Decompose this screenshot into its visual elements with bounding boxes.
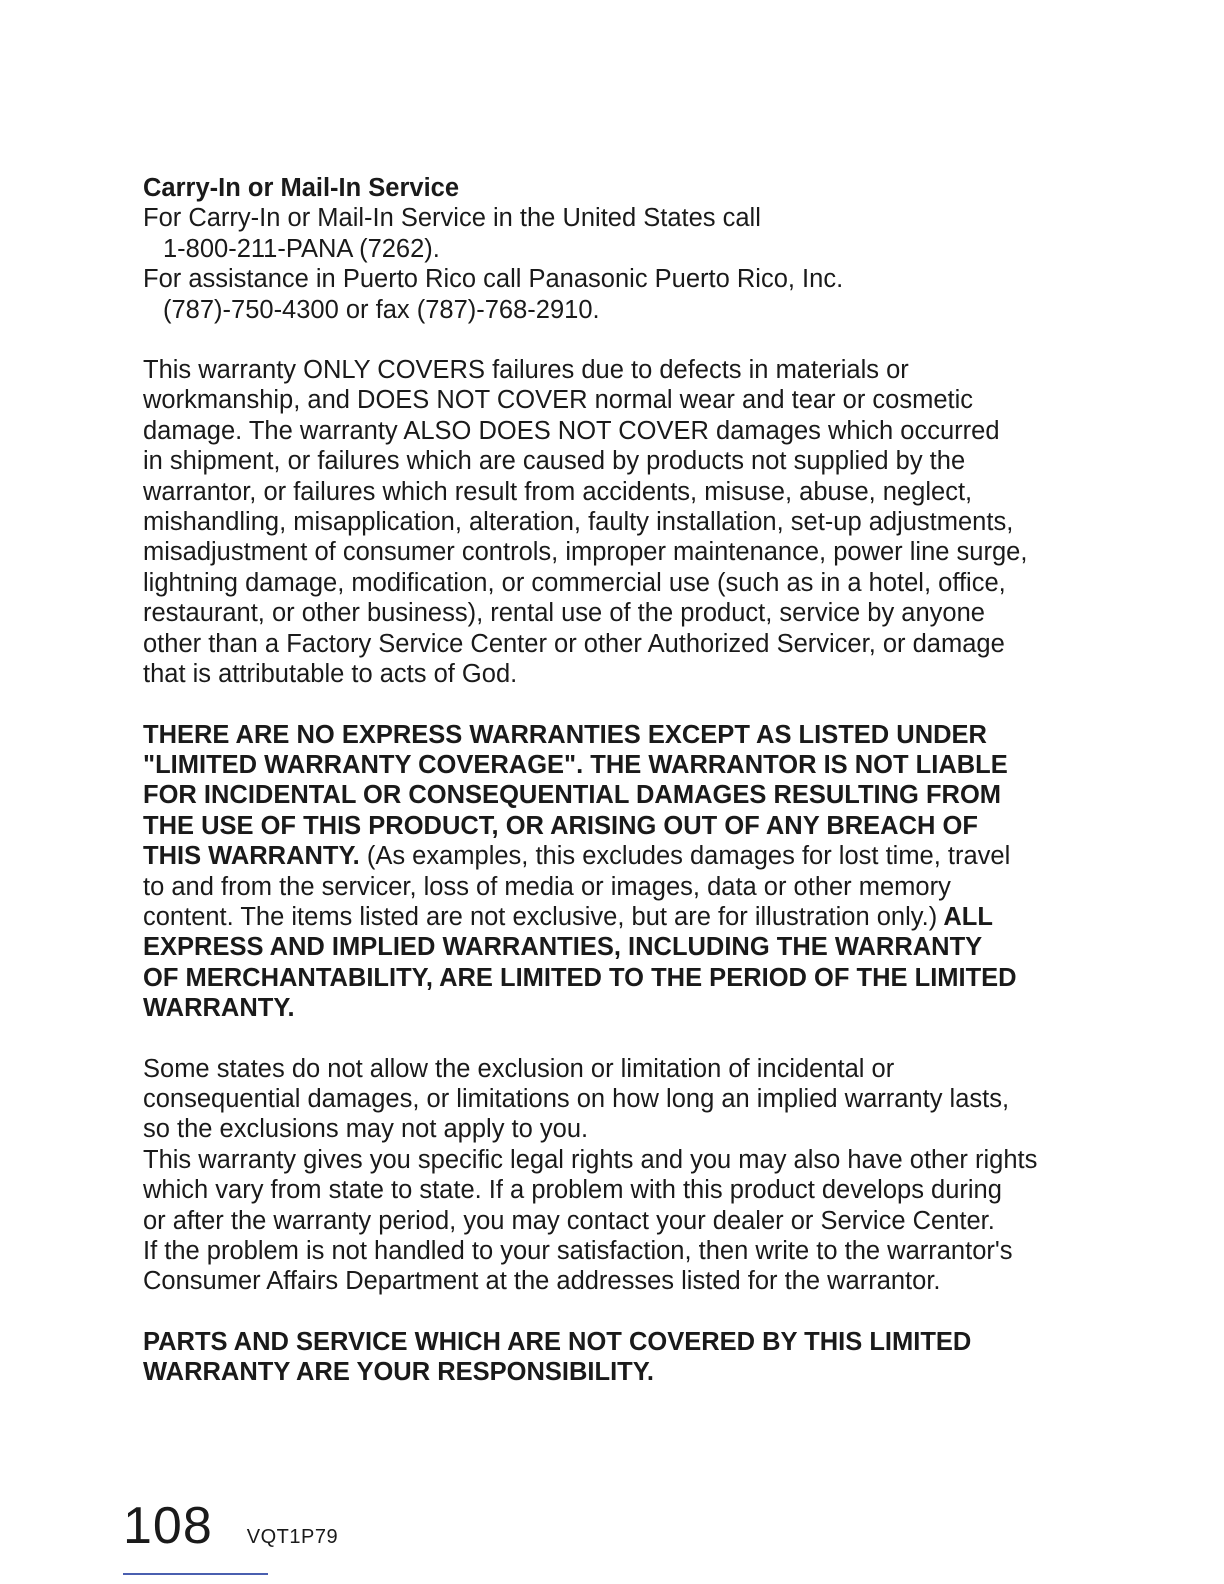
carry-in-phone-pr: (787)-750-4300 or fax (787)-768-2910.	[163, 295, 600, 324]
disclaimer-bold-line: OF MERCHANTABILITY, ARE LIMITED TO THE PERIOD OF THE LIMITED	[143, 963, 1017, 992]
states-line: or after the warranty period, you may contact your dealer or Service Center.	[143, 1206, 995, 1235]
coverage-line: misadjustment of consumer controls, improper maintenance, power line surge,	[143, 538, 1028, 567]
coverage-line: lightning damage, modification, or commercial use (such as in a hotel, office,	[143, 568, 1006, 597]
carry-in-line-us: For Carry-In or Mail-In Service in the United States call	[143, 204, 761, 233]
coverage-line: other than a Factory Service Center or other Authorized Servicer, or damage	[143, 629, 1005, 658]
page-footer	[123, 1496, 338, 1556]
disclaimer-paragraph	[143, 720, 1123, 1024]
states-line: consequential damages, or limitations on how long an implied warranty lasts,	[143, 1084, 1010, 1113]
section-gap	[143, 690, 1123, 720]
coverage-line: in shipment, or failures which are caused by products not supplied by the	[143, 447, 966, 476]
disclaimer-mixed-line	[143, 902, 1123, 932]
disclaimer-bold-line: THE USE OF THIS PRODUCT, OR ARISING OUT OF ANY BREACH OF	[143, 811, 978, 840]
disclaimer-bold-line: "LIMITED WARRANTY COVERAGE". THE WARRANTOR IS NOT LIABLE	[143, 750, 1008, 779]
states-line: This warranty gives you specific legal rights and you may also have other rights	[143, 1145, 1038, 1174]
disclaimer-plain-text: (As examples, this excludes damages for lost time, travel	[359, 842, 1011, 871]
disclaimer-mixed-line	[143, 841, 1123, 871]
document-code: VQT1P79	[246, 1526, 339, 1548]
disclaimer-bold-line: FOR INCIDENTAL OR CONSEQUENTIAL DAMAGES RESULTING FROM	[143, 781, 1002, 810]
responsibility-line: PARTS AND SERVICE WHICH ARE NOT COVERED BY THIS LIMITED	[143, 1327, 972, 1356]
coverage-line: workmanship, and DOES NOT COVER normal wear and tear or cosmetic	[143, 386, 973, 415]
coverage-line: This warranty ONLY COVERS failures due to defects in materials or	[143, 356, 909, 385]
carry-in-line-pr: For assistance in Puerto Rico call Panasonic Puerto Rico, Inc.	[143, 265, 844, 294]
section-gap	[143, 1024, 1123, 1054]
disclaimer-bold-lead: THIS WARRANTY.	[143, 842, 360, 871]
carry-in-section	[143, 173, 1123, 325]
section-gap	[143, 325, 1123, 355]
disclaimer-bold-line: WARRANTY.	[143, 994, 295, 1023]
disclaimer-plain-text: content. The items listed are not exclusive, but are for illustration only.)	[143, 902, 938, 931]
page-number: 108	[123, 1497, 213, 1555]
states-line: so the exclusions may not apply to you.	[143, 1115, 589, 1144]
page-content	[143, 173, 1123, 1388]
coverage-paragraph	[143, 355, 1123, 689]
disclaimer-bold-line: THERE ARE NO EXPRESS WARRANTIES EXCEPT AS LISTED UNDER	[143, 720, 987, 749]
coverage-line: warrantor, or failures which result from accidents, misuse, abuse, neglect,	[143, 477, 973, 506]
disclaimer-bold-line: EXPRESS AND IMPLIED WARRANTIES, INCLUDING THE WARRANTY	[143, 933, 983, 962]
disclaimer-bold-tail: ALL	[937, 902, 993, 931]
states-line: which vary from state to state. If a problem with this product develops during	[143, 1176, 1002, 1205]
states-line: Consumer Affairs Department at the addresses listed for the warrantor.	[143, 1267, 941, 1296]
footer-rule	[123, 1573, 268, 1575]
coverage-line: restaurant, or other business), rental use of the product, service by anyone	[143, 599, 985, 628]
coverage-line: mishandling, misapplication, alteration, faulty installation, set-up adjustments,	[143, 508, 1014, 537]
carry-in-heading: Carry-In or Mail-In Service	[143, 174, 460, 202]
coverage-line: that is attributable to acts of God.	[143, 660, 518, 689]
states-line: If the problem is not handled to your satisfaction, then write to the warrantor's	[143, 1237, 1013, 1265]
states-line: Some states do not allow the exclusion or limitation of incidental or	[143, 1054, 895, 1083]
states-paragraph	[143, 1054, 1123, 1297]
disclaimer-plain-line: to and from the servicer, loss of media or images, data or other memory	[143, 872, 951, 901]
section-gap	[143, 1297, 1123, 1327]
responsibility-paragraph	[143, 1327, 1123, 1388]
coverage-line: damage. The warranty ALSO DOES NOT COVER damages which occurred	[143, 416, 1000, 445]
responsibility-line: WARRANTY ARE YOUR RESPONSIBILITY.	[143, 1358, 655, 1387]
carry-in-phone-us: 1-800-211-PANA (7262).	[163, 234, 440, 263]
